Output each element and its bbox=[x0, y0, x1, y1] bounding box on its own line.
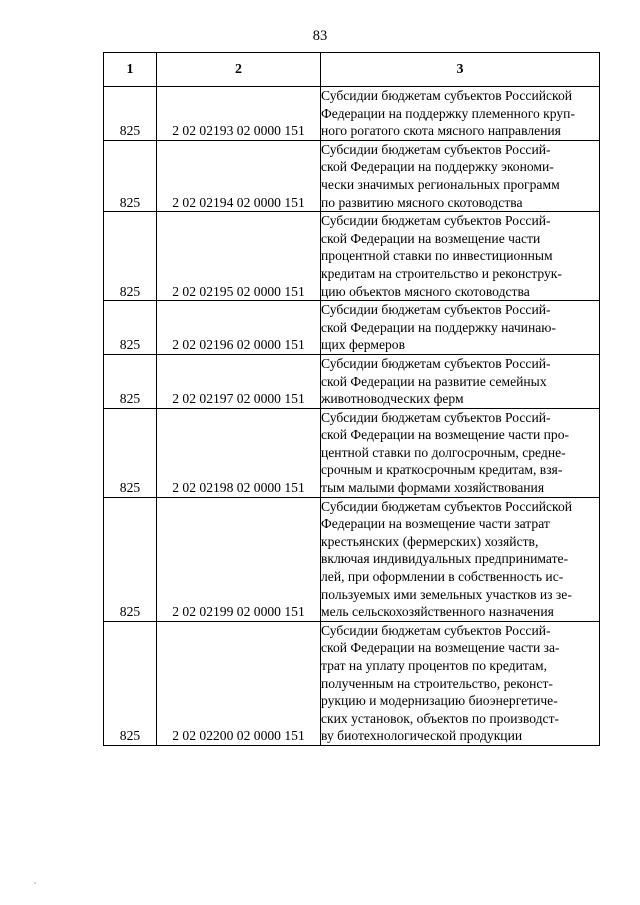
budget-code-cell: 2 02 02196 02 0000 151 bbox=[157, 301, 321, 355]
description-line: процентной ставки по инвестиционным bbox=[321, 248, 553, 264]
table-row bbox=[104, 87, 600, 141]
description-line: щих фермеров bbox=[321, 337, 406, 353]
description-line: Субсидии бюджетам субъектов Российской bbox=[321, 88, 573, 103]
description-line: ву биотехнологической продукции bbox=[321, 728, 523, 744]
description-line: Субсидии бюджетам субъектов Россий- bbox=[321, 409, 551, 425]
description-line: крестьянских (фермерских) хозяйств, bbox=[321, 533, 539, 549]
description-line: ских установок, объектов по производст- bbox=[321, 710, 560, 726]
description-cell bbox=[321, 301, 600, 355]
budget-code-cell: 2 02 02197 02 0000 151 bbox=[157, 354, 321, 408]
description-line: Субсидии бюджетам субъектов Россий- bbox=[321, 302, 551, 318]
description-line: ской Федерации на поддержку экономи- bbox=[321, 159, 554, 175]
table-row bbox=[104, 301, 600, 355]
description-line: центной ставки по долгосрочным, средне- bbox=[321, 444, 566, 460]
description-line: Субсидии бюджетам субъектов Россий- bbox=[321, 213, 551, 229]
description-line: цию объектов мясного скотоводства bbox=[321, 283, 530, 299]
admin-code-cell: 825 bbox=[104, 621, 157, 745]
description-line: ской Федерации на поддержку начинаю- bbox=[321, 319, 556, 335]
description-line: Федерации на поддержку племенного круп- bbox=[321, 105, 575, 121]
description-line: Субсидии бюджетам субъектов Российской bbox=[321, 498, 573, 514]
description-cell bbox=[321, 354, 600, 408]
description-line: животноводческих ферм bbox=[321, 391, 464, 407]
admin-code-cell: 825 bbox=[104, 212, 157, 301]
description-line: включая индивидуальных предпринимате- bbox=[321, 551, 569, 567]
admin-code-cell: 825 bbox=[104, 497, 157, 621]
description-line: срочным и краткосрочным кредитам, взя- bbox=[321, 462, 563, 478]
description-line: ской Федерации на возмещение части bbox=[321, 230, 541, 246]
admin-code-cell: 825 bbox=[104, 140, 157, 211]
table-body bbox=[104, 87, 600, 746]
page-number: 83 bbox=[312, 28, 328, 44]
table-row bbox=[104, 408, 600, 497]
description-cell bbox=[321, 212, 600, 301]
description-cell bbox=[321, 140, 600, 211]
description-line: по развитию мясного скотоводства bbox=[321, 194, 523, 210]
description-cell bbox=[321, 497, 600, 621]
table-row bbox=[104, 621, 600, 745]
table-row bbox=[104, 212, 600, 301]
description-line: чески значимых региональных программ bbox=[321, 176, 560, 192]
column-header-2: 2 bbox=[157, 53, 321, 87]
column-header-1: 1 bbox=[104, 53, 157, 87]
description-line: пользуемых ими земельных участков из зе- bbox=[321, 586, 572, 602]
description-line: ного рогатого скота мясного направления bbox=[321, 123, 561, 139]
table-row bbox=[104, 497, 600, 621]
budget-code-cell: 2 02 02199 02 0000 151 bbox=[157, 497, 321, 621]
table-row bbox=[104, 140, 600, 211]
description-line: Федерации на возмещение части затрат bbox=[321, 516, 550, 532]
admin-code-cell: 825 bbox=[104, 354, 157, 408]
description-cell bbox=[321, 408, 600, 497]
description-line: полученным на строительство, реконст- bbox=[321, 675, 553, 691]
description-line: рукцию и модернизацию биоэнергетиче- bbox=[321, 693, 558, 709]
description-line: Субсидии бюджетам субъектов Россий- bbox=[321, 622, 551, 638]
admin-code-cell: 825 bbox=[104, 87, 157, 141]
description-line: кредитам на строительство и реконструк- bbox=[321, 265, 562, 281]
table-header-row bbox=[104, 53, 600, 87]
description-line: тым малыми формами хозяйствования bbox=[321, 480, 545, 496]
description-line: трат на уплату процентов по кредитам, bbox=[321, 658, 548, 673]
description-cell bbox=[321, 87, 600, 141]
budget-code-cell: 2 02 02193 02 0000 151 bbox=[157, 87, 321, 141]
description-cell bbox=[321, 621, 600, 745]
budget-code-cell: 2 02 02194 02 0000 151 bbox=[157, 140, 321, 211]
description-line: лей, при оформлении в собственность ис- bbox=[321, 569, 564, 585]
description-line: ской Федерации на развитие семейных bbox=[321, 373, 547, 389]
column-header-3: 3 bbox=[321, 53, 600, 87]
budget-code-cell: 2 02 02200 02 0000 151 bbox=[157, 621, 321, 745]
admin-code-cell: 825 bbox=[104, 301, 157, 355]
description-line: Субсидии бюджетам субъектов Россий- bbox=[321, 355, 551, 371]
scan-speck bbox=[34, 882, 36, 884]
description-line: Субсидии бюджетам субъектов Россий- bbox=[321, 141, 551, 157]
description-line: ской Федерации на возмещение части про- bbox=[321, 427, 570, 443]
table-row bbox=[104, 354, 600, 408]
budget-classification-table bbox=[103, 52, 600, 746]
description-line: ской Федерации на возмещение части за- bbox=[321, 640, 560, 656]
description-line: мель сельскохозяйственного назначения bbox=[321, 604, 554, 620]
admin-code-cell: 825 bbox=[104, 408, 157, 497]
budget-code-cell: 2 02 02198 02 0000 151 bbox=[157, 408, 321, 497]
budget-code-cell: 2 02 02195 02 0000 151 bbox=[157, 212, 321, 301]
